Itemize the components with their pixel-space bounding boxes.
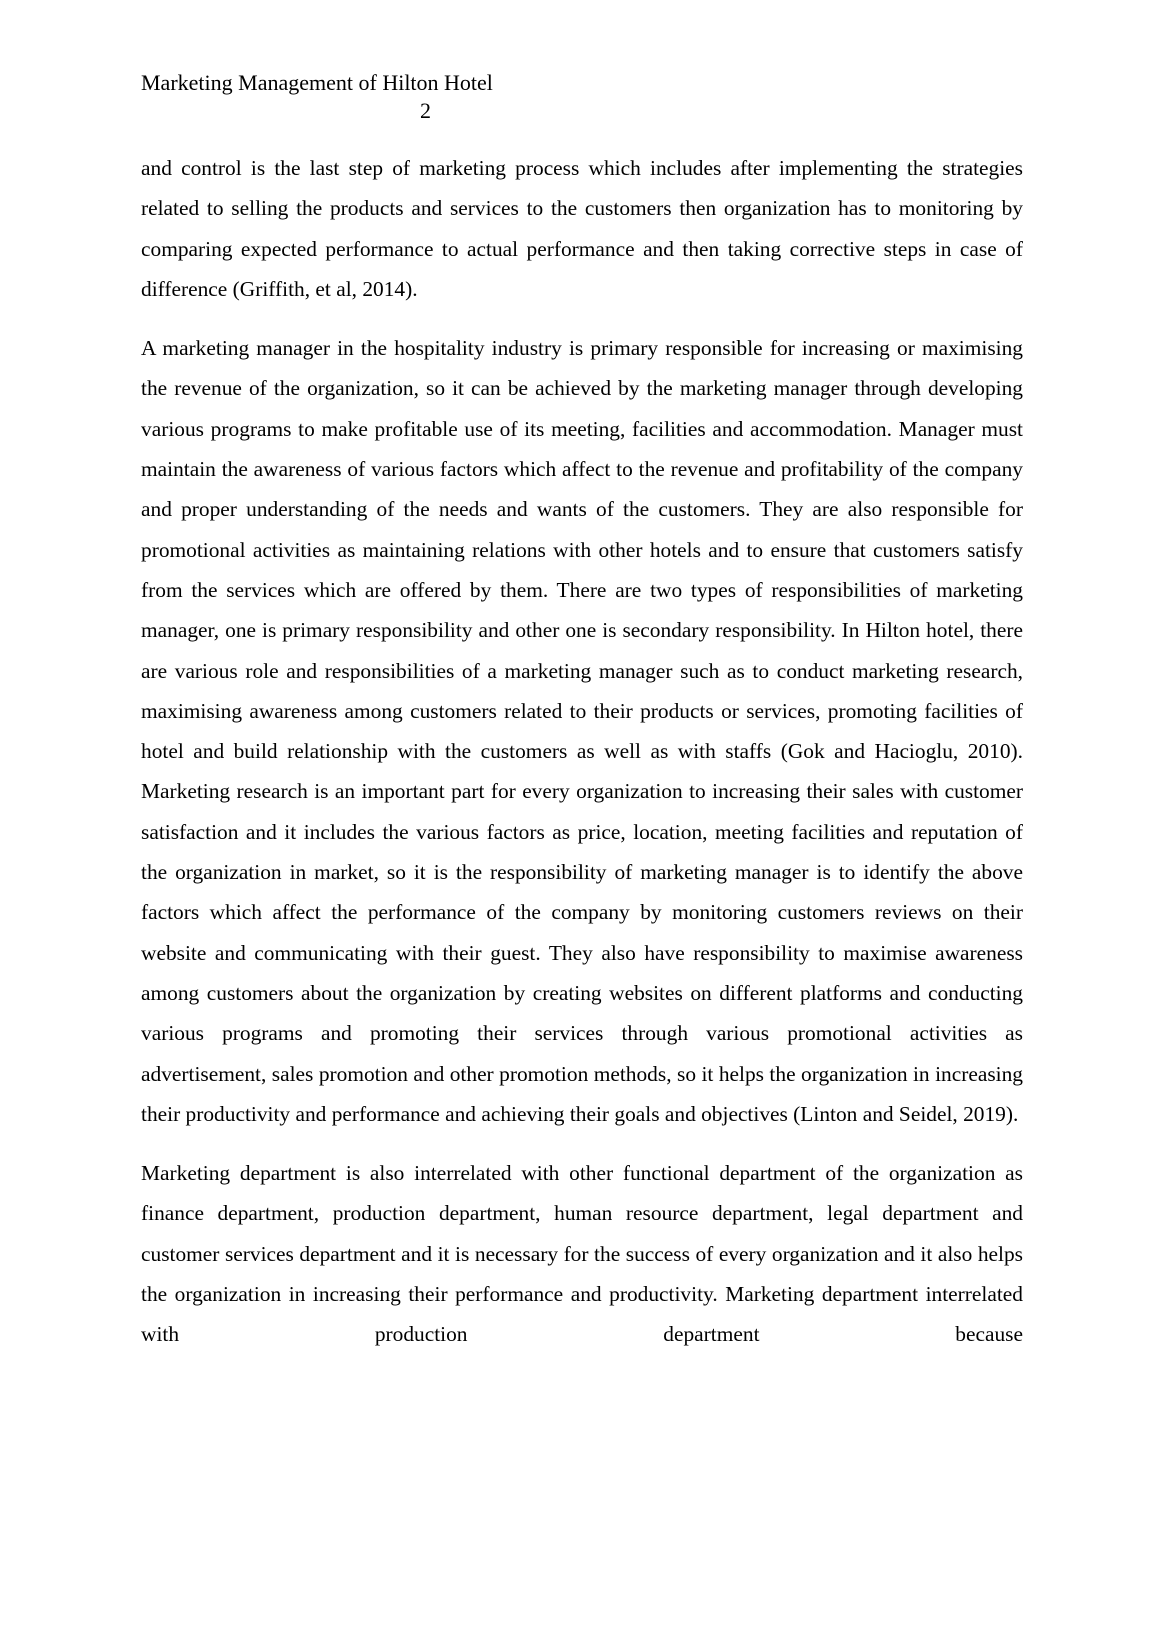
paragraph: A marketing manager in the hospitality industry is primary responsible for increasing or maximising the revenue of the organization, so it can be achieved by the marketing manager through developing various programs to make profitable use of its meeting, facilities and accommodation. Manager must maintain the awareness of various factors which affect to the revenue and profitability of the company and proper understanding of the needs and wants of the customers. They are also responsible for promotional activities as maintaining relations with other hotels and to ensure that customers satisfy from the services which are offered by them. There are two types of responsibilities of marketing manager, one is primary responsibility and other one is secondary responsibility. In Hilton hotel, there are various role and responsibilities of a marketing manager such as to conduct marketing research, maximising awareness among customers related to their products or services, promoting facilities of hotel and build relationship with the customers as well as with staffs (Gok and Hacioglu, 2010). Marketing research is an important part for every organization to increasing their sales with customer satisfaction and it includes the various factors as price, location, meeting facilities and reputation of the organization in market, so it is the responsibility of marketing manager is to identify the above factors which affect the performance of the company by monitoring customers reviews on their website and communicating with their guest. They also have responsibility to maximise awareness among customers about the organization by creating websites on different platforms and conducting various programs and promoting their services through various promotional activities as advertisement, sales promotion and other promotion methods, so it helps the organization in increasing their productivity and performance and achieving their goals and objectives (Linton and Seidel, 2019). (141, 336, 1023, 1126)
paragraph: and control is the last step of marketing process which includes after implementing the strategies related to selling the products and services to the customers then organization has to monitoring by comparing expected performance to actual performance and then taking corrective steps in case of difference (Griffith, et al, 2014). (141, 156, 1023, 301)
body-text (141, 148, 1023, 1374)
page-number: 2 (420, 98, 431, 123)
running-head: Marketing Management of Hilton Hotel (141, 70, 493, 95)
paragraph: Marketing department is also interrelated with other functional department of the organization as finance department, production department, human resource department, legal department and customer services department and it is necessary for the success of every organization and it also helps the organization in increasing their performance and productivity. Marketing department interrelated with production department because (141, 1161, 1023, 1347)
